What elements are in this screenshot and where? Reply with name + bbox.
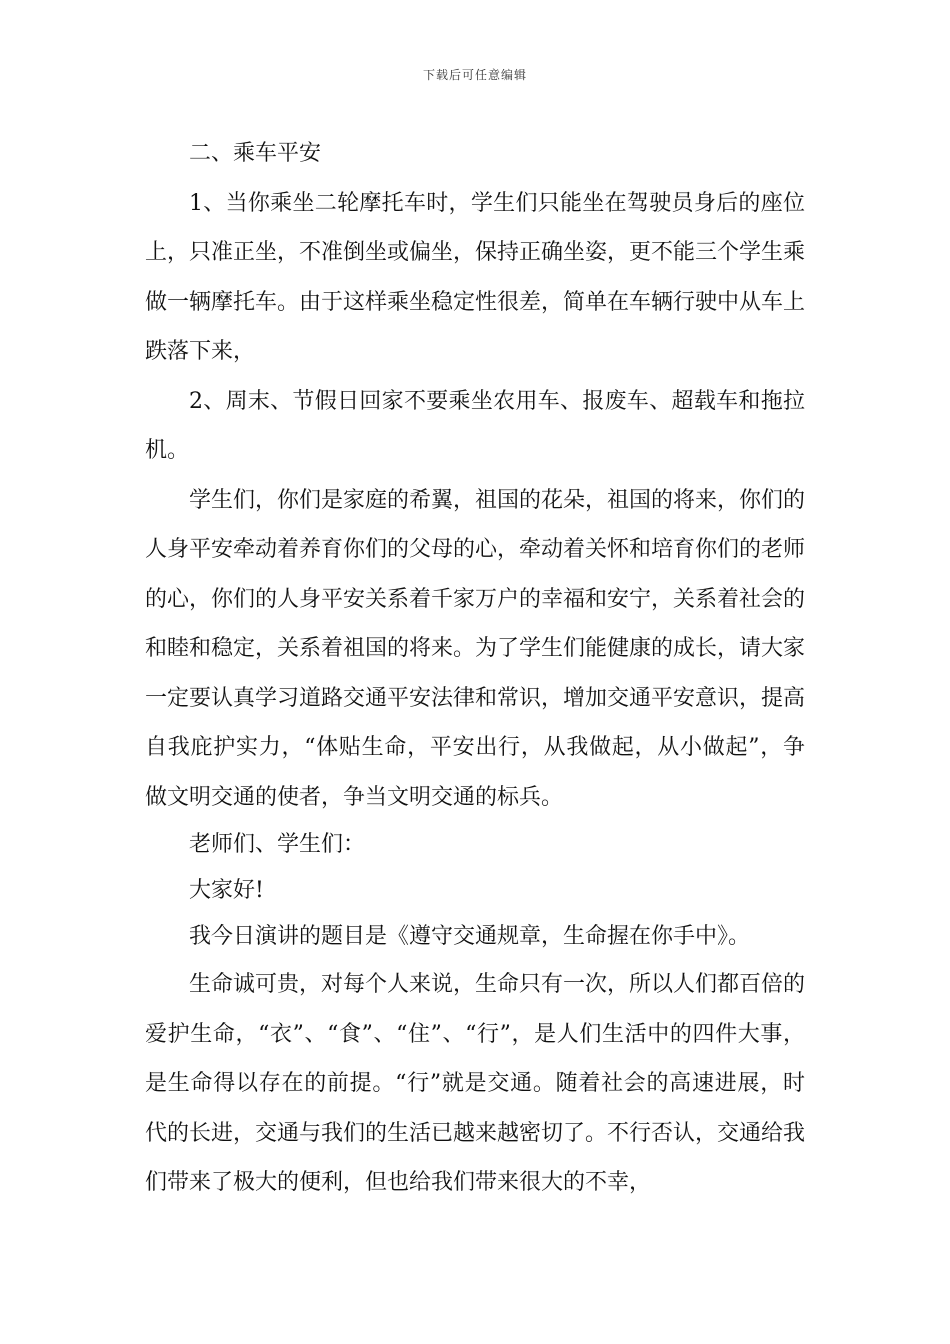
document-body [145,129,805,1208]
paragraph-hello: 大家好! [189,878,264,903]
paragraph-speech-title: 我今日演讲的题目是《遵守交通规章，生命握在你手中》。 [189,924,751,949]
paragraph-students: 学生们，你们是家庭的希翼，祖国的花朵，祖国的将来，你们的人身平安牵动着养育你们的父母的心，牵动着关怀和培育你们的老师的心，你们的人身平安关系着千家万户的幸福和安宁，关系着社会的和睦和稳定，关系着祖国的将来。为了学生们能健康的成长，请大家一定要认真学习道路交通平安法律和常识，增加交通平安意识，提高自我庇护实力，“体贴生命，平安出行，从我做起，从小做起”，争做文明交通的使者，争当文明交通的标兵。 [145,487,806,810]
paragraph-motorcycle: 1、当你乘坐二轮摩托车时，学生们只能坐在驾驶员身后的座位上，只准正坐，不准倒坐或偏坐，保持正确坐姿，更不能三个学生乘做一辆摩托车。由于这样乘坐稳定性很差，简单在车辆行驶中从车上跌落下来， [145,190,806,364]
header-note: 下载后可任意编辑 [422,68,527,82]
paragraph-greeting: 老师们、学生们： [189,832,366,857]
section-heading: 二、乘车平安 [189,141,322,166]
paragraph-life: 生命诚可贵，对每个人来说，生命只有一次，所以人们都百倍的爱护生命，“衣”、“食”、“住”、“行”，是人们生活中的四件大事，是生命得以存在的前提。“行”就是交通。随着社会的高速进展，时代的长进，交通与我们的生活已越来越密切了。不行否认，交通给我们带来了极大的便利，但也给我们带来很大的不幸， [145,972,806,1195]
paragraph-holiday: 2、周末、节假日回家不要乘坐农用车、报废车、超载车和拖拉机。 [145,388,805,463]
